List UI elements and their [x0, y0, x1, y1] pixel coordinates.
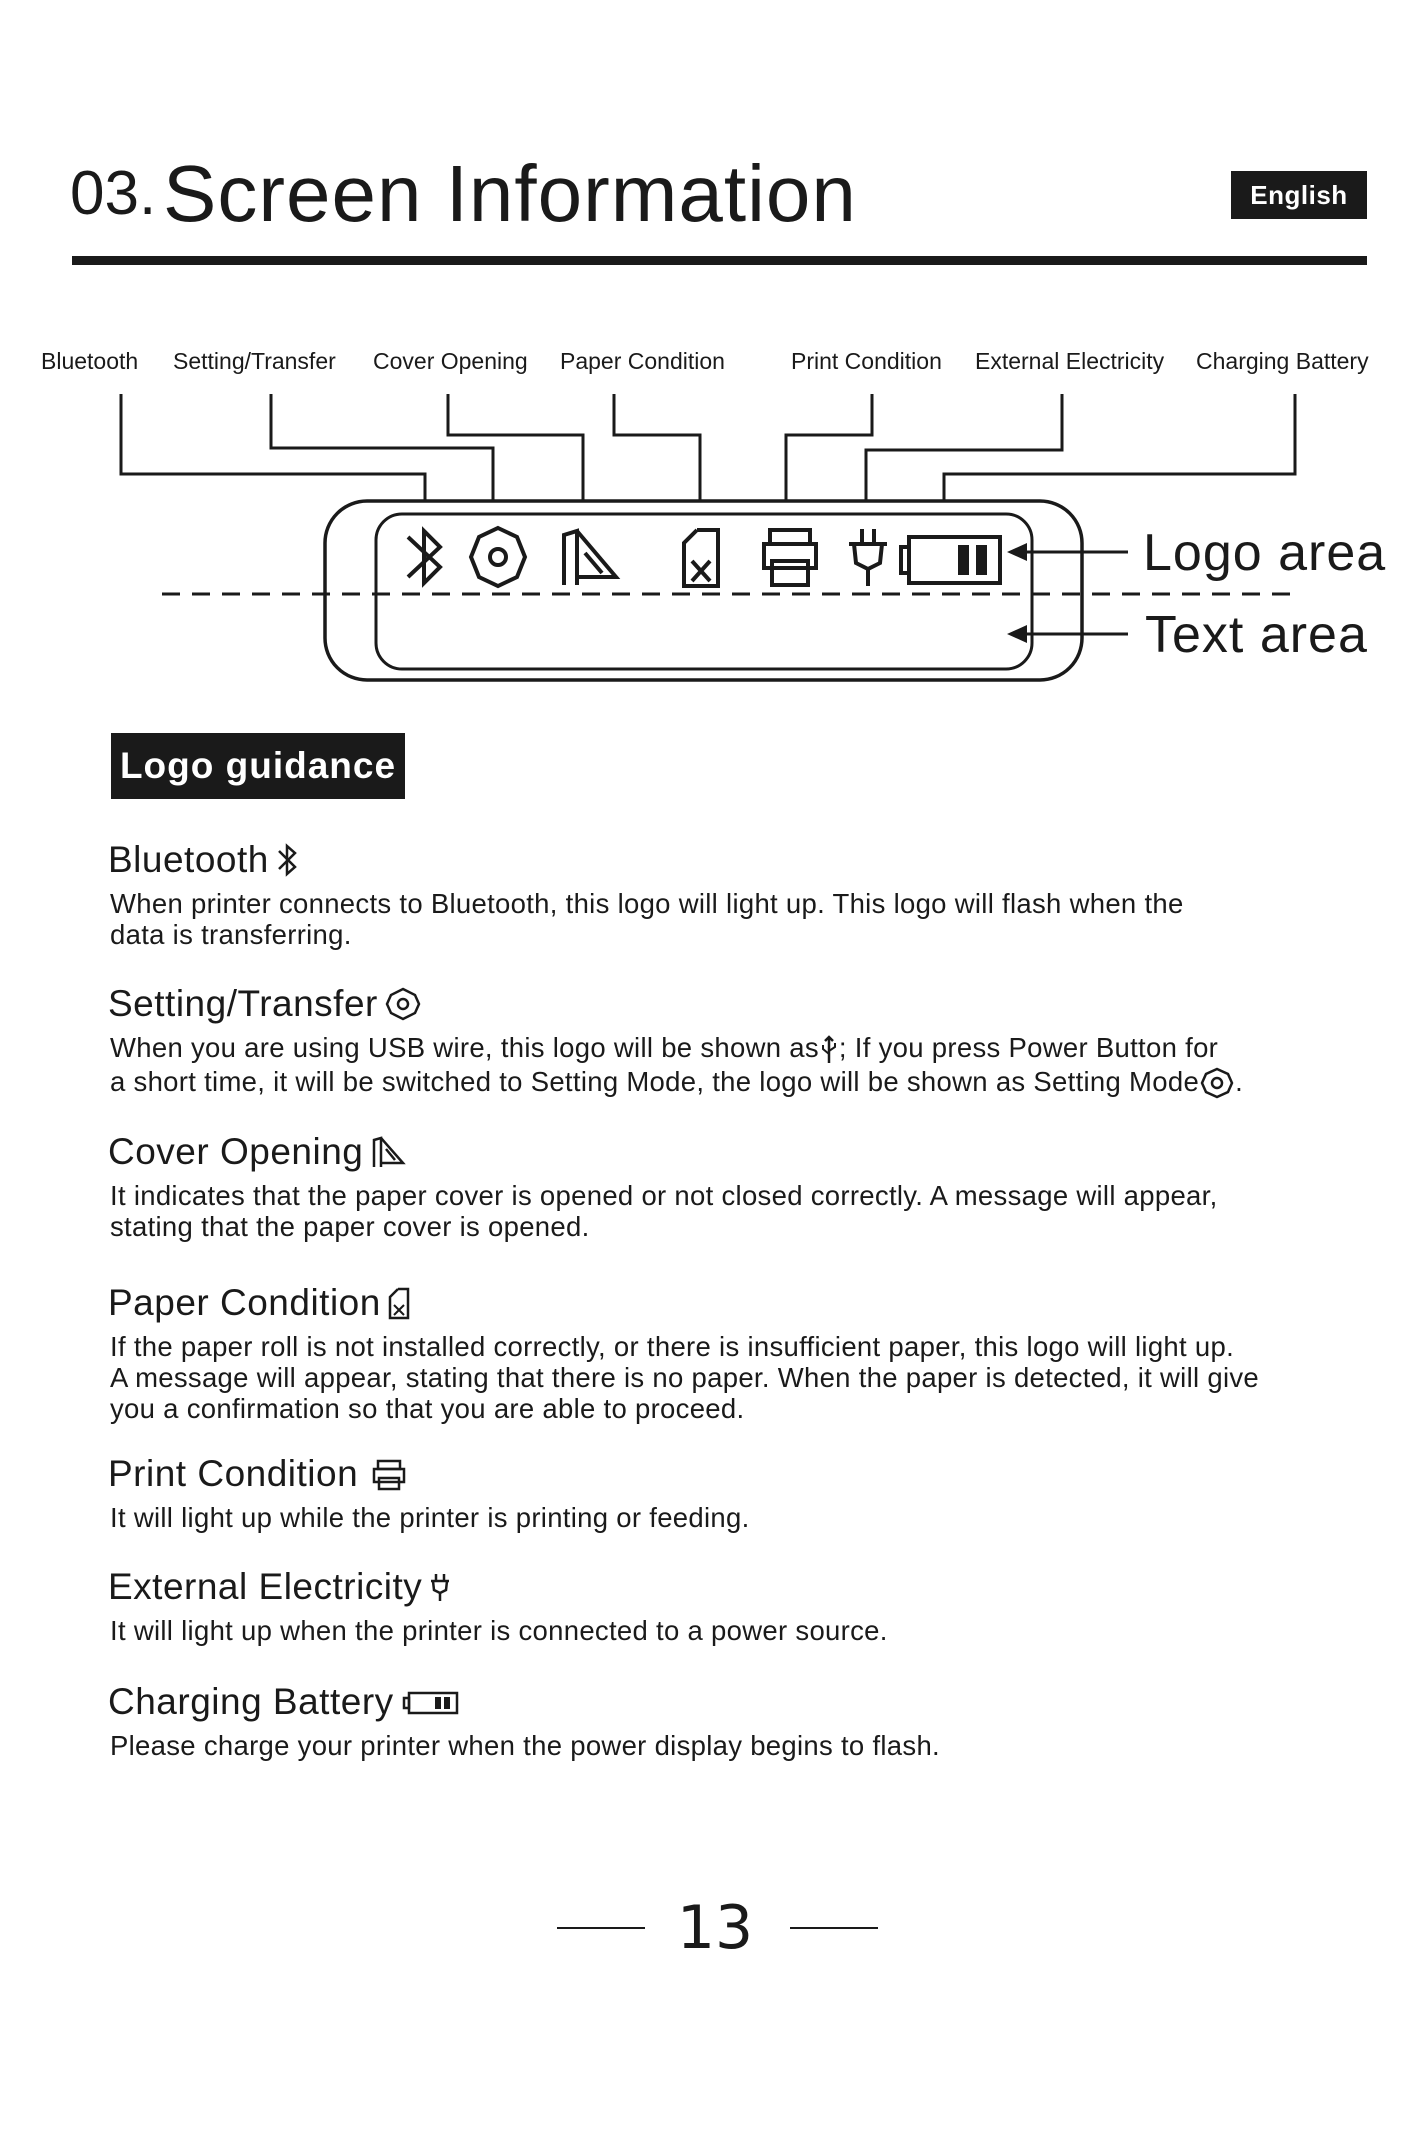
- plug-icon: [849, 529, 887, 586]
- section-description: [110, 1730, 1368, 1761]
- section-description: [110, 1180, 1368, 1242]
- printer-icon: [764, 530, 816, 585]
- label-charging-battery: Charging Battery: [1196, 348, 1369, 374]
- section-charging-battery: [108, 1680, 1368, 1761]
- logo-area-arrow: [1007, 543, 1128, 561]
- section-print-condition: [108, 1452, 1368, 1533]
- label-cover-opening: Cover Opening: [373, 348, 528, 374]
- desc-line: you a confirmation so that you are able to proceed.: [110, 1393, 745, 1424]
- paper-icon: [684, 530, 718, 586]
- section-title-text: External Electricity: [108, 1566, 423, 1607]
- desc-line: Please charge your printer when the power display begins to flash.: [110, 1730, 940, 1761]
- desc-line: When printer connects to Bluetooth, this logo will light up. This logo will flash when the: [110, 888, 1184, 919]
- section-external-electricity: [108, 1565, 1368, 1646]
- text-area-arrow: [1007, 625, 1128, 643]
- section-title-text: Bluetooth: [108, 839, 269, 880]
- battery-icon: [400, 1684, 462, 1720]
- section-title-text: Charging Battery: [108, 1681, 394, 1722]
- cover-open-icon: [564, 531, 616, 585]
- bluetooth-icon: [275, 841, 301, 879]
- section-title: [108, 1565, 1368, 1609]
- section-title: [108, 1680, 1368, 1724]
- label-external-electricity: External Electricity: [975, 348, 1165, 374]
- battery-icon: [901, 537, 1000, 583]
- desc-line: stating that the paper cover is opened.: [110, 1211, 590, 1242]
- logo-area-label: Logo area: [1143, 524, 1387, 582]
- section-number: 03.: [70, 159, 157, 228]
- page-number-rule-left: [557, 1927, 645, 1929]
- section-title: [108, 838, 1368, 882]
- desc-line: When you are using USB wire, this logo will be shown as: [110, 1032, 819, 1063]
- paper-icon: [387, 1285, 411, 1321]
- section-description: [110, 1032, 1368, 1100]
- section-description: [110, 888, 1368, 950]
- desc-line: a short time, it will be switched to Setting Mode, the logo will be shown as Setting Mode: [110, 1065, 1200, 1097]
- label-print-condition: Print Condition: [791, 348, 942, 374]
- lcd-outer-frame: [325, 501, 1082, 680]
- screen-diagram: [0, 0, 1424, 700]
- section-title-text: Setting/Transfer: [108, 983, 378, 1024]
- language-badge: English: [1231, 171, 1367, 219]
- usb-icon: [819, 1034, 839, 1066]
- page-title: Screen Information: [163, 149, 857, 238]
- section-description: [110, 1615, 1368, 1646]
- label-setting-transfer: Setting/Transfer: [173, 348, 336, 374]
- section-title: [108, 1452, 1368, 1496]
- gear-icon: [471, 528, 525, 586]
- section-paper-condition: [108, 1281, 1368, 1424]
- leader-lines: [121, 394, 1295, 500]
- section-title-text: Print Condition: [108, 1453, 359, 1494]
- desc-line: It will light up when the printer is connected to a power source.: [110, 1615, 888, 1646]
- label-paper-condition: Paper Condition: [560, 348, 725, 374]
- section-setting-transfer: [108, 982, 1368, 1100]
- section-bluetooth: [108, 838, 1368, 950]
- section-description: [110, 1331, 1368, 1424]
- page-number-rule-right: [790, 1927, 878, 1929]
- desc-line: .: [1235, 1065, 1244, 1097]
- desc-line: It indicates that the paper cover is opened or not closed correctly. A message will appear,: [110, 1180, 1218, 1211]
- section-title: [108, 1130, 1368, 1174]
- page-number: 13: [676, 1893, 754, 1963]
- gear-icon: [1199, 1066, 1235, 1100]
- bluetooth-icon: [408, 531, 440, 583]
- section-title-text: Cover Opening: [108, 1131, 364, 1172]
- desc-line: If the paper roll is not installed correctly, or there is insufficient paper, this logo will light up.: [110, 1331, 1235, 1362]
- section-title: [108, 982, 1368, 1026]
- desc-line: It will light up while the printer is printing or feeding.: [110, 1502, 750, 1533]
- section-cover-opening: [108, 1130, 1368, 1242]
- plug-icon: [428, 1569, 452, 1605]
- section-title-text: Paper Condition: [108, 1282, 381, 1323]
- printer-icon: [364, 1456, 408, 1492]
- text-area-label: Text area: [1145, 606, 1368, 664]
- desc-line: A message will appear, stating that there is no paper. When the paper is detected, it will give: [110, 1362, 1260, 1393]
- logo-guidance-heading: Logo guidance: [111, 733, 405, 799]
- section-description: [110, 1502, 1368, 1533]
- section-title: [108, 1281, 1368, 1325]
- desc-line: ; If you press Power Button for: [838, 1032, 1219, 1063]
- label-bluetooth: Bluetooth: [41, 348, 139, 374]
- cover-open-icon: [369, 1134, 407, 1170]
- desc-line: data is transferring.: [110, 919, 352, 950]
- gear-icon: [384, 985, 422, 1023]
